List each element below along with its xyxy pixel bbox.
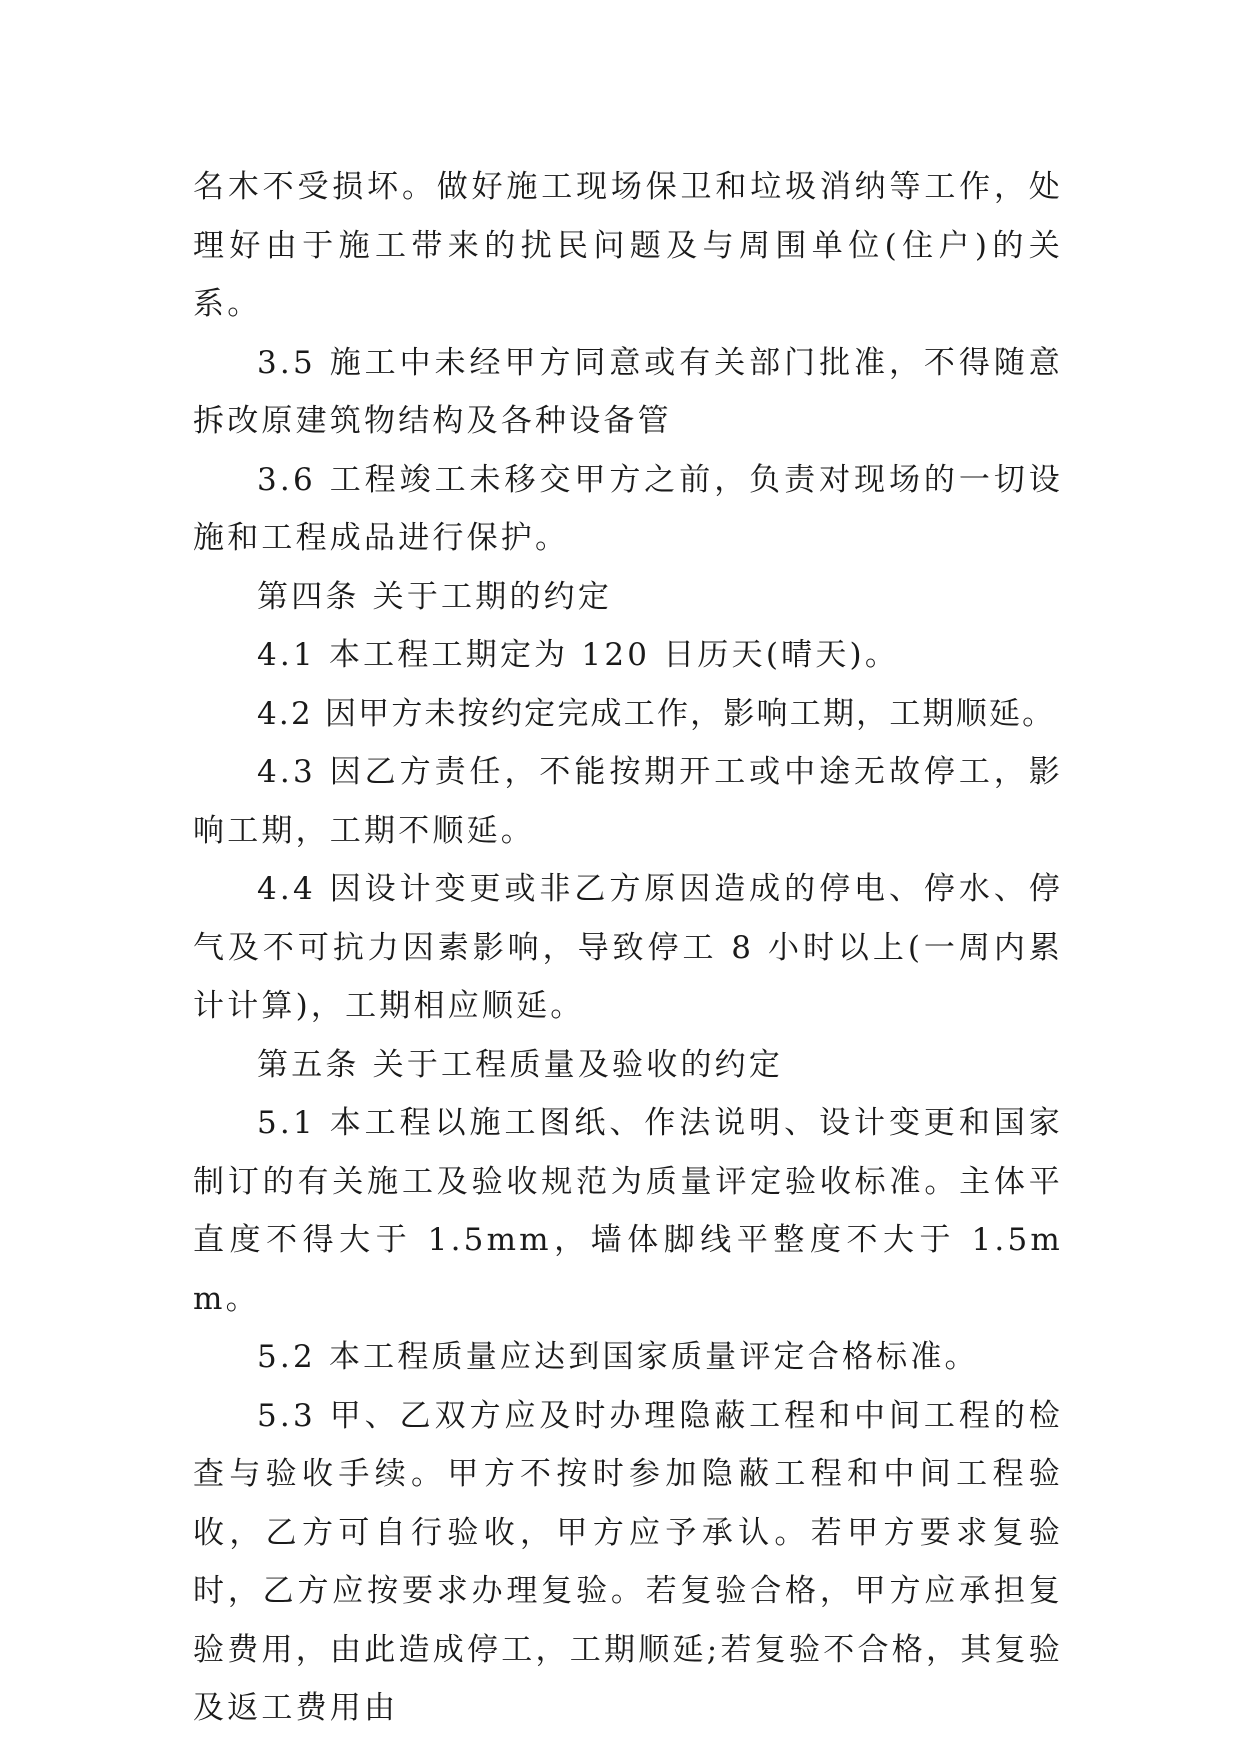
paragraph-clause-4-2: 4.2 因甲方未按约定完成工作，影响工期，工期顺延。 xyxy=(257,695,1056,732)
heading-article-5: 第五条 关于工程质量及验收的约定 xyxy=(257,1046,784,1083)
paragraph-clause-5-3: 5.3 甲、乙双方应及时办理隐蔽工程和中间工程的检查与验收手续。甲方不按时参加隐蔽工程和中间工程验收，乙方可自行验收，甲方应予承认。若甲方要求复验时，乙方应按要求办理复验。若复验合格，甲方应承担复验费用，由此造成停工，工期顺延;若复验不合格，其复验及返工费用由 xyxy=(193,1397,1063,1726)
paragraph-clause-4-4: 4.4 因设计变更或非乙方原因造成的停电、停水、停气及不可抗力因素影响，导致停工 8 小时以上(一周内累计计算)，工期相应顺延。 xyxy=(193,871,1063,1024)
paragraph-clause-3-6: 3.6 工程竣工未移交甲方之前，负责对现场的一切设施和工程成品进行保护。 xyxy=(193,461,1063,556)
document-body xyxy=(193,158,1063,1738)
paragraph-clause-4-3: 4.3 因乙方责任，不能按期开工或中途无故停工，影响工期，工期不顺延。 xyxy=(193,754,1063,849)
paragraph-clause-4-1: 4.1 本工程工期定为 120 日历天(晴天)。 xyxy=(257,637,900,673)
paragraph-clause-5-2: 5.2 本工程质量应达到国家质量评定合格标准。 xyxy=(257,1339,979,1375)
paragraph-continued: 名木不受损坏。做好施工现场保卫和垃圾消纳等工作，处理好由于施工带来的扰民问题及与周围单位(住户)的关系。 xyxy=(193,169,1063,322)
paragraph-clause-5-1: 5.1 本工程以施工图纸、作法说明、设计变更和国家制订的有关施工及验收规范为质量评定验收标准。主体平直度不得大于 1.5mm，墙体脚线平整度不大于 1.5mm。 xyxy=(193,1105,1063,1317)
heading-article-4: 第四条 关于工期的约定 xyxy=(257,578,613,615)
paragraph-clause-3-5: 3.5 施工中未经甲方同意或有关部门批准，不得随意拆改原建筑物结构及各种设备管 xyxy=(193,344,1063,439)
